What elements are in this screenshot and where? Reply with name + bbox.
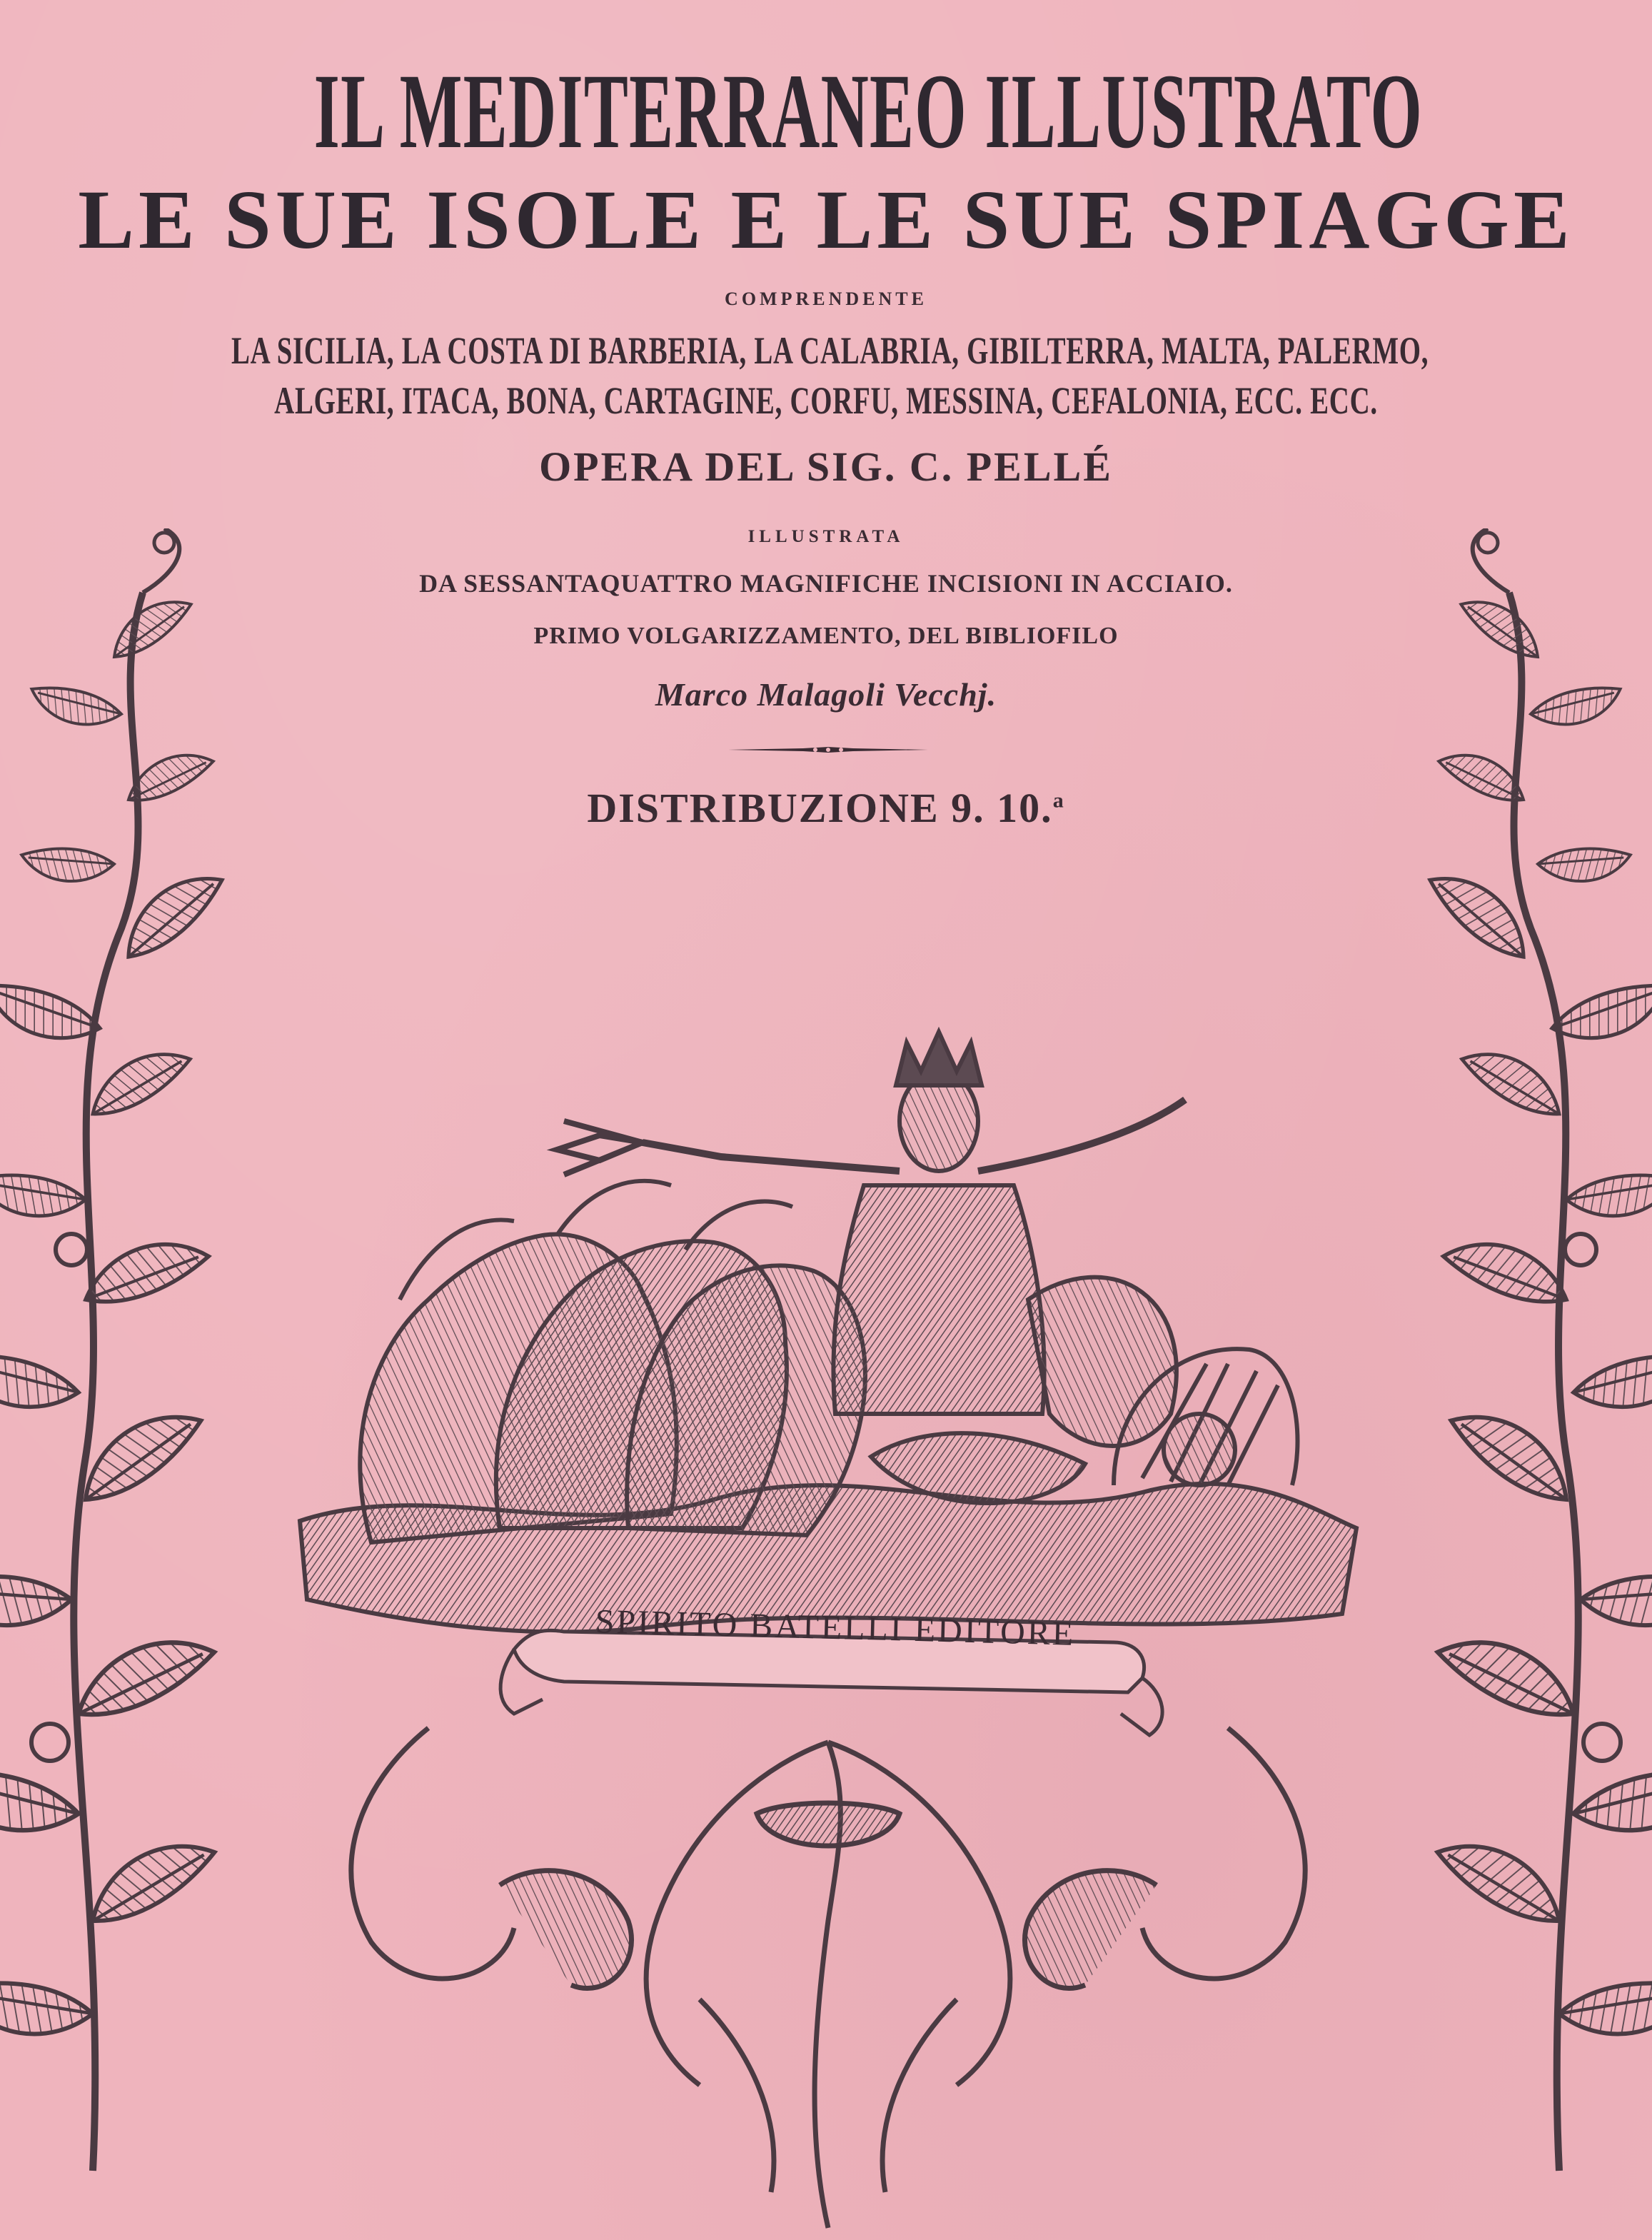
neptune-chariot-engraving — [0, 528, 1652, 2240]
engravings-line: DA SESSANTAQUATTRO MAGNIFICHE INCISIONI IN ACCIAIO. — [419, 569, 1233, 598]
distribution-text: DISTRIBUZIONE 9. 10. — [587, 785, 1053, 831]
lower-scrollwork — [351, 1728, 1305, 2228]
publisher-banner-text: SPIRITO BATELLI EDITORE — [595, 1602, 1076, 1653]
translator-name: Marco Malagoli Vecchj. — [655, 676, 997, 713]
author-line: OPERA DEL SIG. C. PELLÉ — [539, 443, 1113, 490]
title-line-2: LE SUE ISOLE E LE SUE SPIAGGE — [78, 173, 1574, 266]
distribution-suffix: a — [1052, 788, 1065, 813]
places-line-1: LA SICILIA, LA COSTA DI BARBERIA, LA CALABRIA, GIBILTERRA, MALTA, PALERMO, — [231, 329, 1429, 372]
horses-group — [360, 1181, 865, 1542]
title-line-1: IL MEDITERRANEO ILLUSTRATO — [313, 52, 1424, 171]
translation-line: PRIMO VOLGARIZZAMENTO, DEL BIBLIOFILO — [533, 623, 1119, 649]
foliage-ornament-left — [0, 528, 233, 2171]
foliage-ornament-right — [1419, 528, 1652, 2171]
illustrata-label: ILLUSTRATA — [747, 527, 905, 546]
comprendente-label: COMPRENDENTE — [725, 288, 927, 309]
places-line-2: ALGERI, ITACA, BONA, CARTAGINE, CORFU, MESSINA, CEFALONIA, ECC. ECC. — [274, 379, 1378, 422]
